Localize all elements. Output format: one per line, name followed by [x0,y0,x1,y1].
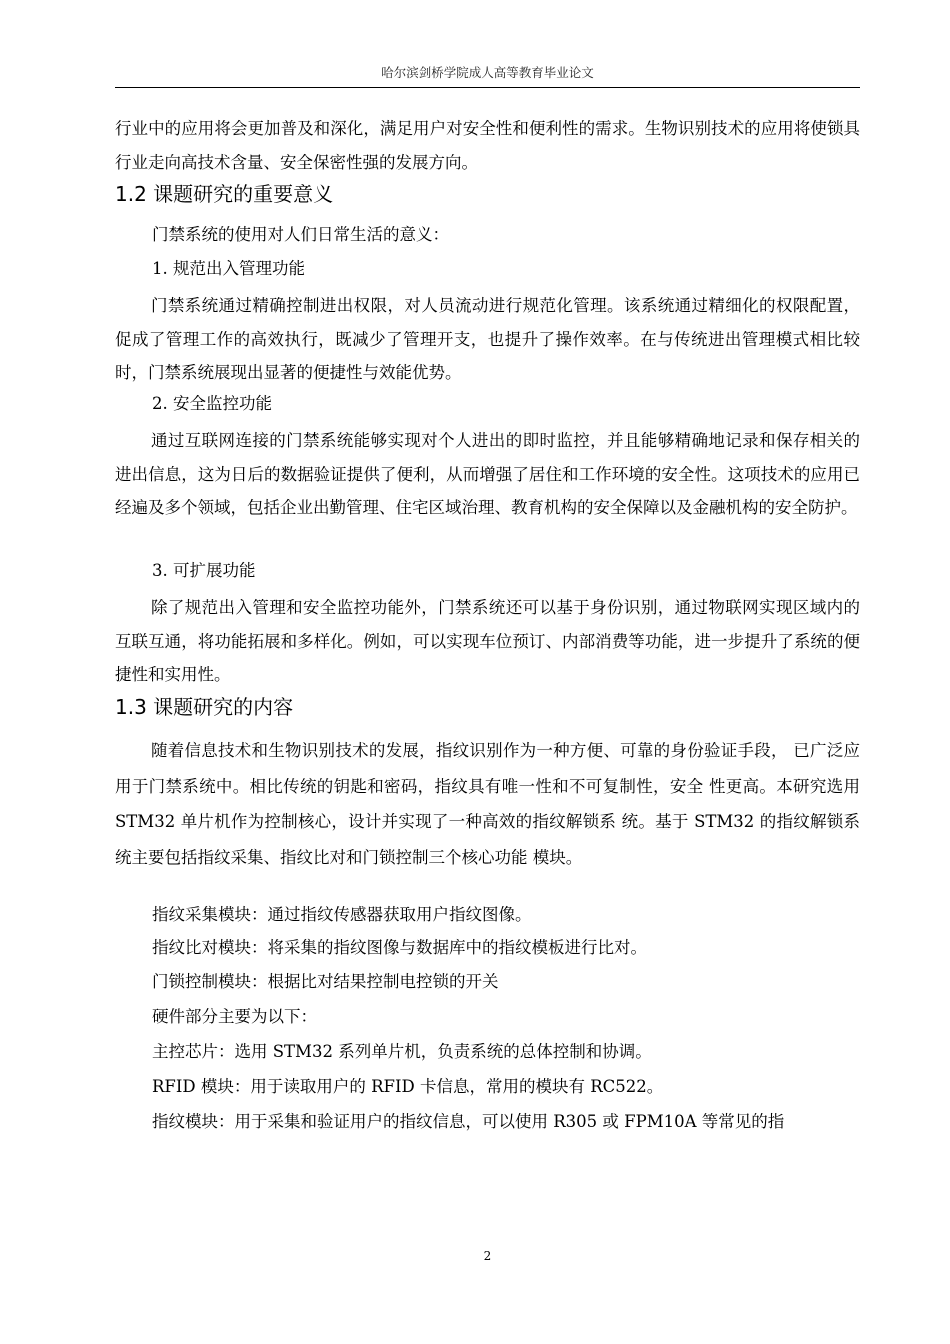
page-header: 哈尔滨剑桥学院成人高等教育毕业论文 [381,65,594,80]
item-3-title: 3. 可扩展功能 [152,561,256,580]
item-2-title: 2. 安全监控功能 [152,394,272,413]
module-2-line: 指纹比对模块：将采集的指纹图像与数据库中的指纹模板进行比对。 [152,938,647,957]
hardware-item-2: RFID 模块：用于读取用户的 RFID 卡信息，常用的模块有 RC522。 [152,1077,664,1096]
item-1-title: 1. 规范出入管理功能 [152,259,305,278]
section-1-2-lead: 门禁系统的使用对人们日常生活的意义： [152,225,449,244]
page-number: 2 [483,1249,492,1263]
hardware-item-3: 指纹模块：用于采集和验证用户的指纹信息，可以使用 R305 或 FPM10A 等常见的指 [152,1112,785,1131]
hardware-item-1: 主控芯片：选用 STM32 系列单片机，负责系统的总体控制和协调。 [152,1042,652,1061]
item-2-text: 通过互联网连接的门禁系统能够实现对个人进出的即时监控，并且能够精确地记录和保存相关的进出信息，这为日后的数据验证提供了便利，从而增强了居住和工作环境的安全性。这项技术的应用已经遍及多个领域，包括企业出勤管理、住宅区域治理、教育机构的安全保障以及金融机构的安全防护。 [115,431,860,517]
item-3-text: 除了规范出入管理和安全监控功能外，门禁系统还可以基于身份识别，通过物联网实现区域内的互联互通，将功能拓展和多样化。例如，可以实现车位预订、内部消费等功能，进一步提升了系统的便捷性和实用性。 [115,598,860,684]
module-1-line: 指纹采集模块：通过指纹传感器获取用户指纹图像。 [152,905,532,924]
section-heading-1-3: 1.3 课题研究的内容 [115,695,294,719]
section-1-3-paragraph: 随着信息技术和生物识别技术的发展，指纹识别作为一种方便、可靠的身份验证手段， 已广泛应用于门禁系统中。相比传统的钥匙和密码，指纹具有唯一性和不可复制性，安全 性更高。本研究选用 STM32 单片机作为控制核心，设计并实现了一种高效的指纹解锁系 统。基于 STM32 的指纹解锁系统主要包括指纹采集、指纹比对和门锁控制三个核心功能 模块。 [115,741,860,867]
intro-paragraph: 行业中的应用将会更加普及和深化，满足用户对安全性和便利性的需求。生物识别技术的应用将使锁具行业走向高技术含量、安全保密性强的发展方向。 [115,119,860,172]
item-1-text: 门禁系统通过精确控制进出权限，对人员流动进行规范化管理。该系统通过精细化的权限配置，促成了管理工作的高效执行，既减少了管理开支，也提升了操作效率。在与传统进出管理模式相比较时，门禁系统展现出显著的便捷性与效能优势。 [115,296,860,382]
module-3-line: 门锁控制模块：根据比对结果控制电控锁的开关 [152,972,499,991]
section-heading-1-2: 1.2 课题研究的重要意义 [115,182,334,206]
header-rule [115,87,860,88]
hardware-lead: 硬件部分主要为以下： [152,1007,317,1026]
